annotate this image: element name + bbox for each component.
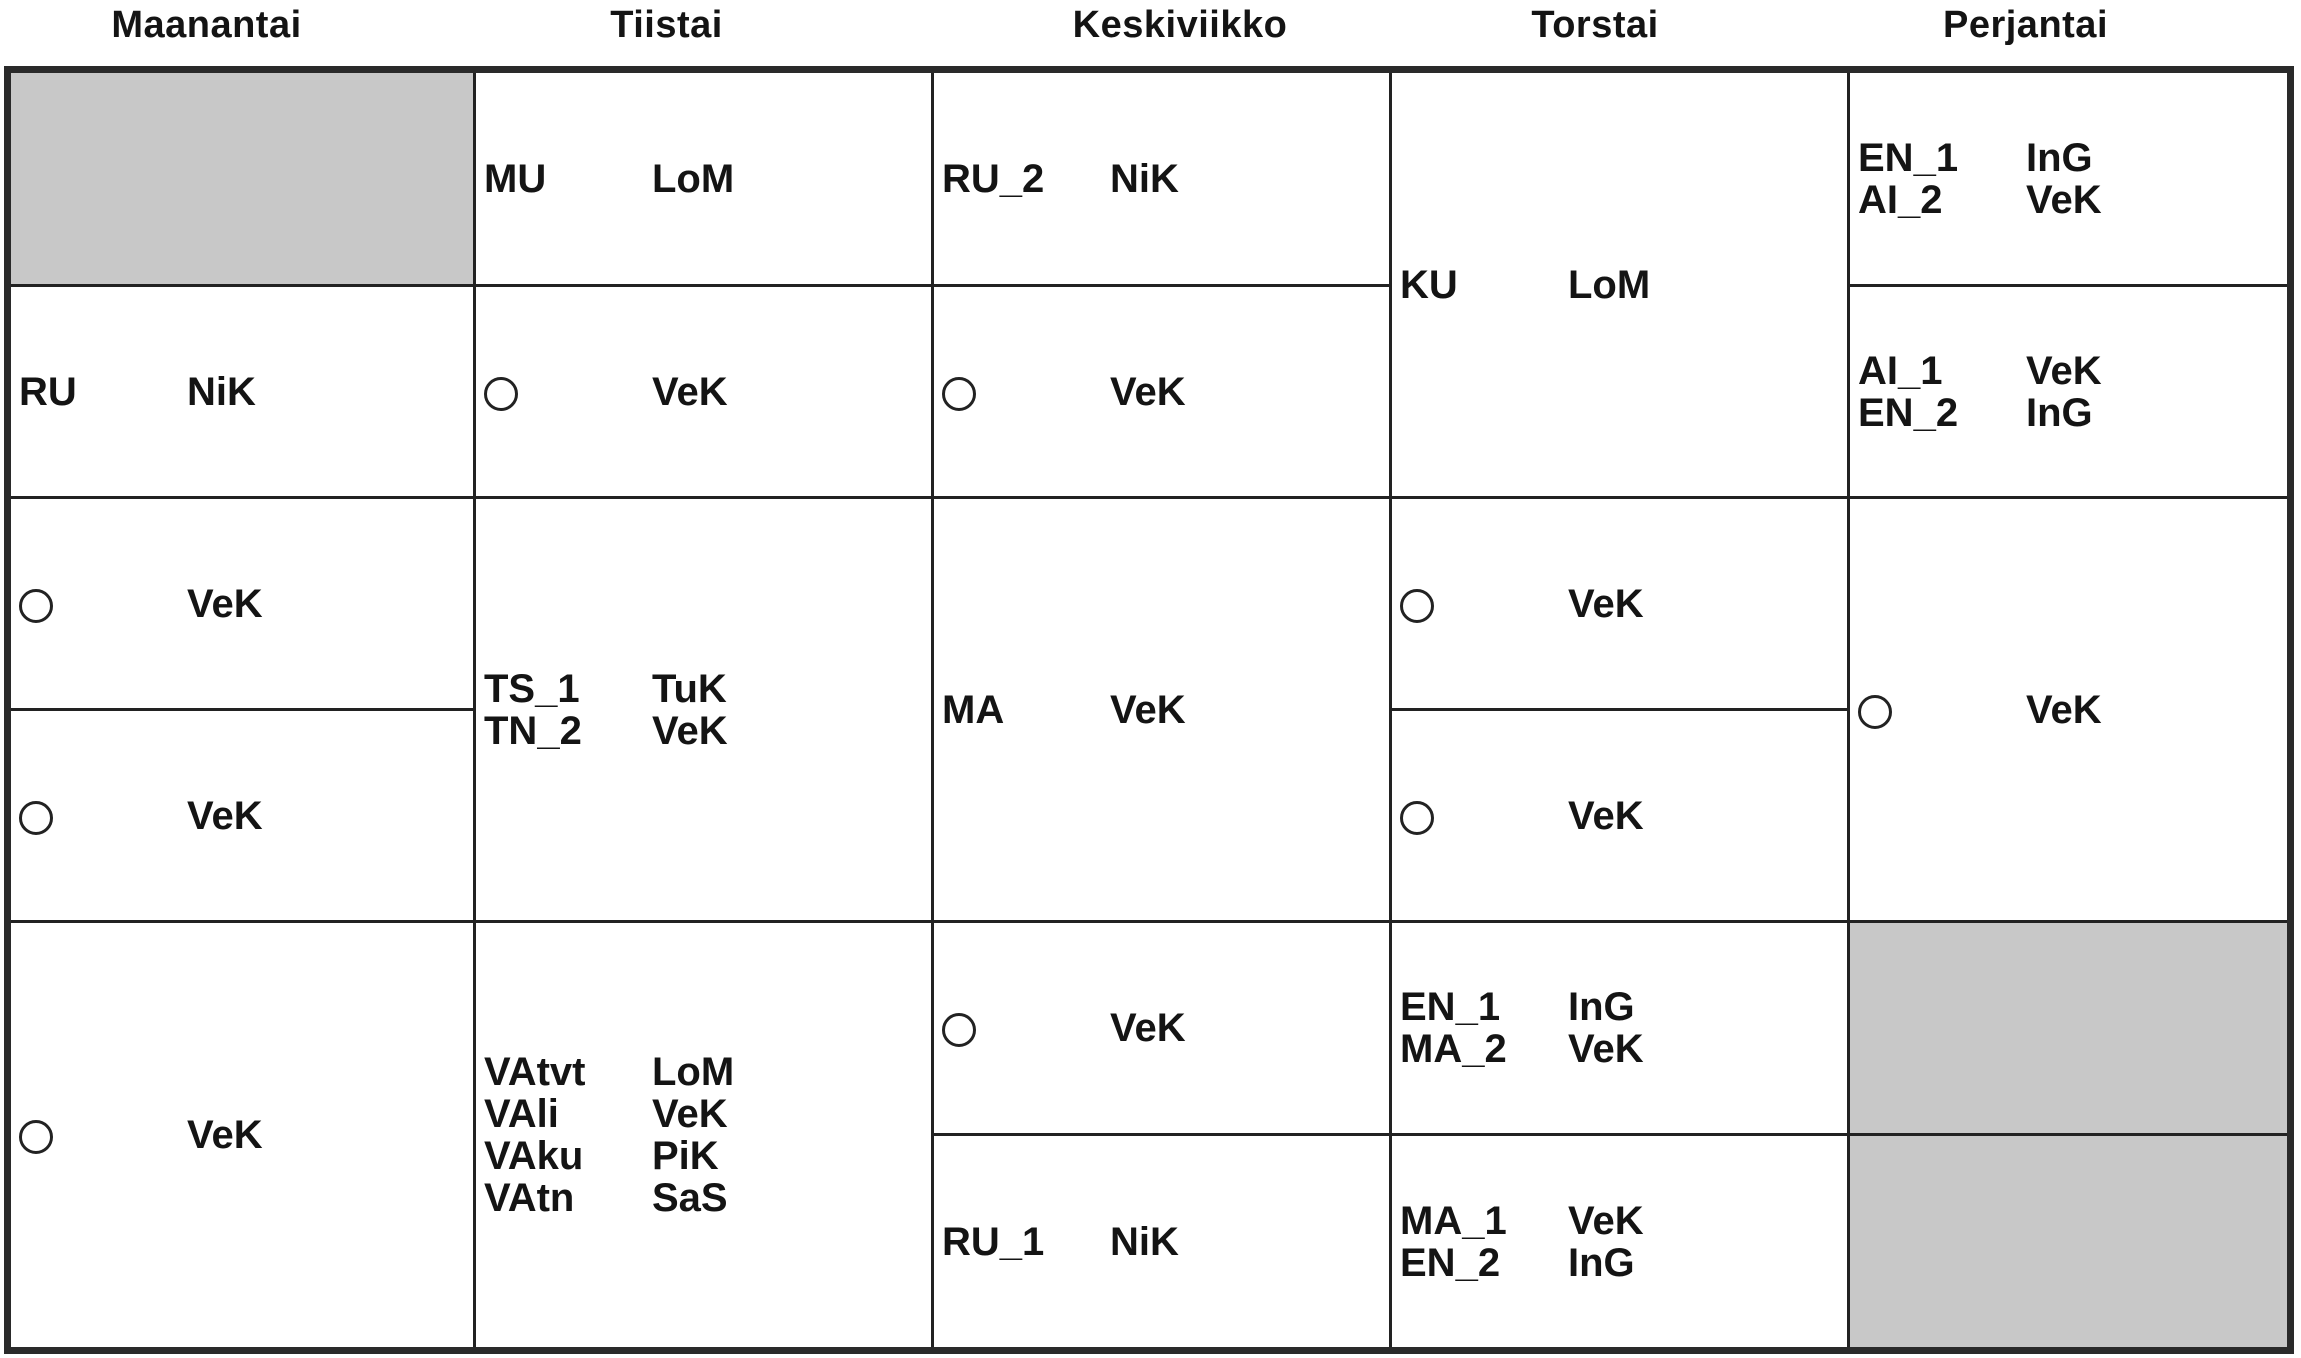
teacher-code: InG xyxy=(1568,985,1635,1029)
lesson-cell-friday-1 xyxy=(1847,73,2287,284)
lesson-line xyxy=(11,1114,473,1156)
free-period-circle-icon xyxy=(11,583,187,625)
lesson-cell-wednesday-4 xyxy=(931,920,1389,1133)
lesson-cell-tuesday-4 xyxy=(473,920,931,1347)
lesson-line xyxy=(1850,179,2287,221)
lesson-cell-monday-5 xyxy=(11,920,473,1347)
free-period-circle-icon xyxy=(1850,689,2026,731)
lesson-line xyxy=(1392,986,1847,1028)
circle-icon xyxy=(942,377,976,411)
lesson-line xyxy=(11,795,473,837)
lesson-line xyxy=(1392,1242,1847,1284)
lesson-cell-wednesday-3 xyxy=(931,496,1389,920)
lesson-lines xyxy=(476,158,931,200)
subject-code: MA xyxy=(942,687,1005,732)
lesson-cell-wednesday-5 xyxy=(931,1133,1389,1347)
teacher-code: VeK xyxy=(1568,581,1644,626)
subject-code: EN_2 xyxy=(1400,1240,1501,1285)
empty-slot-monday-1 xyxy=(11,73,473,284)
teacher-code: LoM xyxy=(652,156,735,201)
subject-code: EN_1 xyxy=(1400,985,1501,1029)
day-header-thursday: Torstai xyxy=(1531,3,1659,46)
free-period-circle-icon xyxy=(934,371,1110,413)
circle-icon xyxy=(1400,589,1434,623)
subject-code: EN_2 xyxy=(1858,390,1959,435)
lesson-line xyxy=(476,710,931,752)
subject-code: EN_1 xyxy=(1858,135,1959,180)
teacher-code: VeK xyxy=(652,708,728,753)
free-period-circle-icon xyxy=(1392,795,1568,837)
lesson-lines xyxy=(476,1051,931,1219)
lesson-lines xyxy=(1392,583,1847,625)
lesson-lines xyxy=(476,371,931,413)
teacher-code: LoM xyxy=(652,1050,735,1094)
timetable-grid xyxy=(4,66,2294,1354)
free-period-circle-icon xyxy=(11,1114,187,1156)
subject-code: MA_2 xyxy=(1400,1027,1507,1071)
teacher-code: VeK xyxy=(1110,687,1186,732)
lesson-lines xyxy=(934,689,1389,731)
lesson-cell-thursday-5 xyxy=(1389,1133,1847,1347)
teacher-code: InG xyxy=(2026,135,2093,180)
lesson-lines xyxy=(1850,350,2287,434)
teacher-code: LoM xyxy=(1568,262,1651,307)
lesson-lines xyxy=(934,1007,1389,1049)
lesson-lines xyxy=(1850,689,2287,731)
lesson-line xyxy=(1850,137,2287,179)
circle-icon xyxy=(19,589,53,623)
subject-code: KU xyxy=(1400,262,1458,307)
lesson-cell-wednesday-1 xyxy=(931,73,1389,284)
subject-code: RU_2 xyxy=(942,156,1045,201)
teacher-code: VeK xyxy=(187,1113,263,1157)
subject-code: TS_1 xyxy=(484,666,580,711)
lesson-line xyxy=(1392,1028,1847,1070)
teacher-code: VeK xyxy=(652,369,728,414)
lesson-line xyxy=(934,1007,1389,1049)
lesson-cell-monday-2 xyxy=(11,284,473,496)
teacher-code: VeK xyxy=(2026,177,2102,222)
lesson-line xyxy=(476,668,931,710)
lesson-cell-tuesday-3 xyxy=(473,496,931,920)
circle-icon xyxy=(942,1013,976,1047)
lesson-cell-tuesday-2 xyxy=(473,284,931,496)
lesson-lines xyxy=(476,668,931,752)
day-header-wednesday: Keskiviikko xyxy=(1072,3,1288,46)
teacher-code: VeK xyxy=(1110,1006,1186,1050)
lesson-cell-monday-4 xyxy=(11,708,473,920)
lesson-cell-thursday-1 xyxy=(1389,73,1847,496)
teacher-code: VeK xyxy=(1110,369,1186,414)
subject-code: VAku xyxy=(484,1134,584,1178)
lesson-cell-tuesday-1 xyxy=(473,73,931,284)
lesson-line xyxy=(476,1177,931,1219)
teacher-code: NiK xyxy=(1110,1219,1179,1264)
day-header-tuesday: Tiistai xyxy=(610,3,723,46)
subject-code: MU xyxy=(484,156,547,201)
teacher-code: VeK xyxy=(187,581,263,626)
day-header-friday: Perjantai xyxy=(1942,3,2109,46)
lesson-lines xyxy=(1850,137,2287,221)
lesson-line xyxy=(934,371,1389,413)
lesson-line xyxy=(11,583,473,625)
subject-code: VAli xyxy=(484,1092,559,1136)
lesson-lines xyxy=(11,371,473,413)
subject-code: MA_1 xyxy=(1400,1198,1507,1243)
lesson-cell-thursday-4 xyxy=(1389,920,1847,1133)
teacher-code: VeK xyxy=(1568,1198,1644,1243)
day-header-monday: Maanantai xyxy=(111,3,302,46)
teacher-code: PiK xyxy=(652,1134,719,1178)
free-period-circle-icon xyxy=(1392,583,1568,625)
subject-code: RU xyxy=(19,369,77,414)
lesson-line xyxy=(1850,392,2287,434)
free-period-circle-icon xyxy=(934,1007,1110,1049)
subject-code: AI_2 xyxy=(1858,177,1943,222)
subject-code: VAtvt xyxy=(484,1050,586,1094)
free-period-circle-icon xyxy=(476,371,652,413)
lesson-cell-monday-3 xyxy=(11,496,473,708)
teacher-code: VeK xyxy=(1568,1027,1644,1071)
lesson-cell-thursday-3 xyxy=(1389,708,1847,920)
lesson-line xyxy=(1392,583,1847,625)
lesson-line xyxy=(476,371,931,413)
teacher-code: InG xyxy=(1568,1240,1635,1285)
lesson-line xyxy=(1392,264,1847,306)
teacher-code: VeK xyxy=(652,1092,728,1136)
teacher-code: VeK xyxy=(2026,348,2102,393)
lesson-lines xyxy=(934,158,1389,200)
lesson-line xyxy=(11,371,473,413)
circle-icon xyxy=(1400,801,1434,835)
lesson-lines xyxy=(934,371,1389,413)
lesson-lines xyxy=(11,1114,473,1156)
empty-slot-friday-4 xyxy=(1847,920,2287,1133)
lesson-line xyxy=(934,158,1389,200)
lesson-line xyxy=(1392,795,1847,837)
lesson-cell-friday-2 xyxy=(1847,284,2287,496)
lesson-cell-friday-3 xyxy=(1847,496,2287,920)
lesson-lines xyxy=(1392,1200,1847,1284)
lesson-line xyxy=(934,689,1389,731)
subject-code: TN_2 xyxy=(484,708,582,753)
lesson-lines xyxy=(1392,264,1847,306)
teacher-code: VeK xyxy=(1568,793,1644,838)
lesson-lines xyxy=(11,583,473,625)
teacher-code: NiK xyxy=(187,369,256,414)
lesson-line xyxy=(934,1221,1389,1263)
lesson-lines xyxy=(1392,795,1847,837)
circle-icon xyxy=(484,377,518,411)
teacher-code: InG xyxy=(2026,390,2093,435)
lesson-lines xyxy=(11,795,473,837)
circle-icon xyxy=(1858,695,1892,729)
lesson-line xyxy=(1392,1200,1847,1242)
free-period-circle-icon xyxy=(11,795,187,837)
lesson-line xyxy=(476,1093,931,1135)
teacher-code: VeK xyxy=(2026,687,2102,732)
lesson-line xyxy=(1850,350,2287,392)
lesson-cell-thursday-2 xyxy=(1389,496,1847,708)
teacher-code: NiK xyxy=(1110,156,1179,201)
circle-icon xyxy=(19,801,53,835)
empty-slot-friday-5 xyxy=(1847,1133,2287,1347)
subject-code: RU_1 xyxy=(942,1219,1045,1264)
teacher-code: SaS xyxy=(652,1176,728,1220)
lesson-lines xyxy=(1392,986,1847,1070)
subject-code: VAtn xyxy=(484,1176,575,1220)
lesson-line xyxy=(476,1051,931,1093)
lesson-line xyxy=(476,1135,931,1177)
teacher-code: VeK xyxy=(187,793,263,838)
lesson-lines xyxy=(934,1221,1389,1263)
circle-icon xyxy=(19,1120,53,1154)
lesson-cell-wednesday-2 xyxy=(931,284,1389,496)
lesson-line xyxy=(1850,689,2287,731)
day-header-row xyxy=(0,0,2301,62)
subject-code: AI_1 xyxy=(1858,348,1943,393)
lesson-line xyxy=(476,158,931,200)
teacher-code: TuK xyxy=(652,666,727,711)
